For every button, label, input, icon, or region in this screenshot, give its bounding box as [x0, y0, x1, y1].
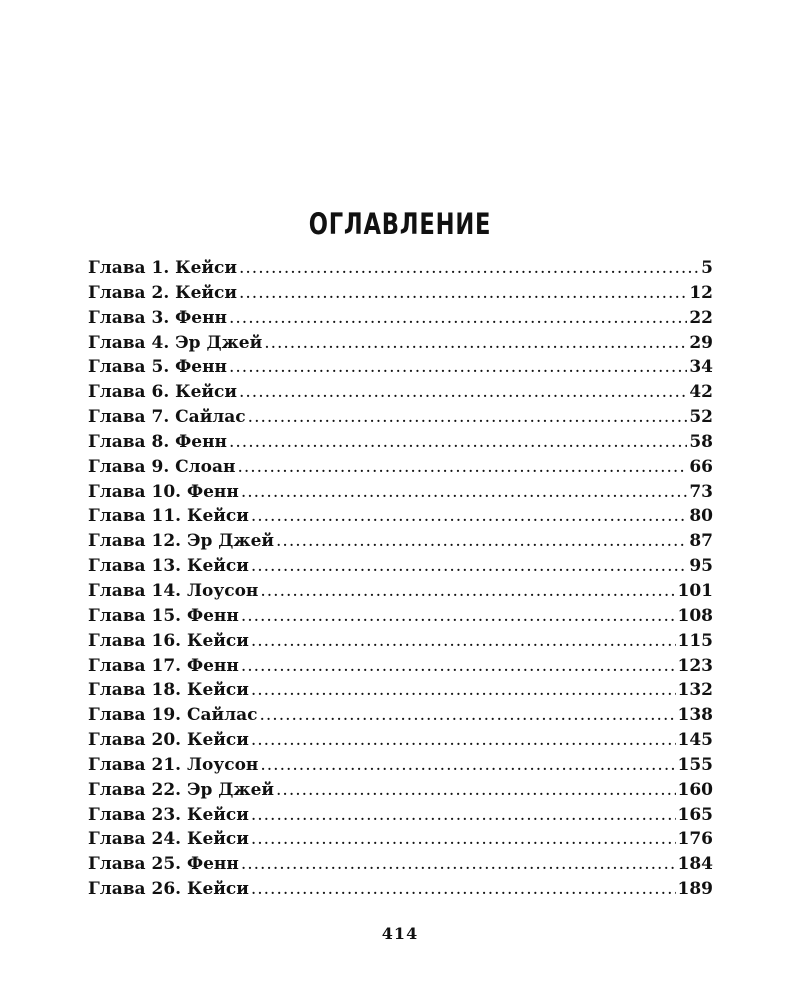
toc-entry-label: Глава 13. Кейси — [88, 556, 249, 577]
toc-entry — [88, 281, 713, 306]
toc-heading: ОГЛАВЛЕНИЕ — [308, 207, 492, 241]
toc-entry-page: 115 — [677, 630, 713, 651]
toc-entry — [88, 355, 713, 380]
toc-entry-page: 22 — [689, 307, 713, 328]
toc-dot-leader — [229, 355, 687, 380]
toc-entry — [88, 480, 713, 505]
toc-entry — [88, 654, 713, 679]
toc-dot-leader — [251, 554, 688, 579]
toc-entry — [88, 380, 713, 405]
toc-entry-page: 138 — [677, 705, 713, 726]
toc-entry-label: Глава 1. Кейси — [88, 258, 237, 278]
toc-entry — [88, 753, 713, 778]
toc-dot-leader — [248, 405, 688, 430]
toc-entry-label: Глава 21. Лоусон — [88, 754, 259, 775]
toc-entry-page: 184 — [677, 854, 713, 875]
toc-entry-page: 58 — [689, 431, 713, 452]
toc-entry-label: Глава 6. Кейси — [88, 382, 237, 403]
toc-entry-page: 5 — [701, 258, 713, 278]
toc-entry-page: 66 — [689, 456, 713, 477]
toc-entry-label: Глава 8. Фенн — [88, 431, 227, 452]
toc-entry-page: 80 — [689, 506, 713, 527]
toc-entry-page: 34 — [689, 357, 713, 378]
toc-entry-page: 123 — [677, 655, 713, 676]
toc-entry-label: Глава 14. Лоусон — [88, 580, 259, 601]
toc-entry-label: Глава 11. Кейси — [88, 506, 249, 527]
toc-dot-leader — [251, 803, 676, 828]
toc-entry-page: 189 — [677, 879, 713, 900]
toc-entry-page: 52 — [689, 407, 713, 428]
toc-entry-page: 108 — [677, 605, 713, 626]
toc-entry-label: Глава 7. Сайлас — [88, 407, 246, 428]
toc-entry-page: 145 — [677, 730, 713, 751]
page-number: 414 — [381, 924, 419, 943]
toc-entry — [88, 554, 713, 579]
toc-dot-leader — [251, 728, 676, 753]
toc-entry-label: Глава 19. Сайлас — [88, 705, 258, 726]
toc-dot-leader — [239, 380, 687, 405]
toc-entry-page: 87 — [689, 531, 713, 552]
toc-entry-page: 101 — [677, 580, 713, 601]
toc-entry — [88, 256, 713, 281]
toc-dot-leader — [241, 480, 688, 505]
toc-entry — [88, 703, 713, 728]
toc-entry — [88, 877, 713, 902]
toc-entry-page: 95 — [689, 556, 713, 577]
toc-entry — [88, 331, 713, 356]
toc-entry-label: Глава 16. Кейси — [88, 630, 249, 651]
toc-dot-leader — [251, 877, 676, 902]
toc-dot-leader — [276, 778, 675, 803]
toc-dot-leader — [237, 455, 687, 480]
toc-entry-page: 29 — [689, 332, 713, 353]
toc-entry — [88, 306, 713, 331]
toc-entry-page: 155 — [677, 754, 713, 775]
toc-entry-page: 132 — [677, 680, 713, 701]
toc-entry — [88, 604, 713, 629]
toc-entry — [88, 579, 713, 604]
toc-dot-leader — [229, 430, 687, 455]
toc-entry-label: Глава 15. Фенн — [88, 605, 239, 626]
toc-entry-page: 73 — [689, 481, 713, 502]
toc-entry — [88, 803, 713, 828]
toc-dot-leader — [251, 629, 676, 654]
toc-entry — [88, 778, 713, 803]
toc-dot-leader — [260, 579, 675, 604]
toc-dot-leader — [239, 256, 699, 281]
toc-dot-leader — [239, 281, 687, 306]
toc-dot-leader — [276, 529, 687, 554]
toc-entry — [88, 852, 713, 877]
toc-entry-page: 160 — [677, 779, 713, 800]
toc-entry-page: 165 — [677, 804, 713, 825]
toc-entry-label: Глава 9. Слоан — [88, 456, 236, 477]
toc-entry-label: Глава 18. Кейси — [88, 680, 249, 701]
toc-entry — [88, 455, 713, 480]
toc-entry-label: Глава 22. Эр Джей — [88, 779, 275, 800]
toc-entry — [88, 827, 713, 852]
toc-entry — [88, 728, 713, 753]
toc-entry-label: Глава 26. Кейси — [88, 879, 249, 900]
toc-list — [88, 256, 713, 902]
toc-dot-leader — [241, 852, 676, 877]
toc-entry-label: Глава 5. Фенн — [88, 357, 227, 378]
toc-entry-label: Глава 20. Кейси — [88, 730, 249, 751]
toc-dot-leader — [260, 703, 676, 728]
toc-entry — [88, 629, 713, 654]
toc-entry-page: 42 — [689, 382, 713, 403]
toc-dot-leader — [264, 331, 687, 356]
toc-entry — [88, 678, 713, 703]
toc-entry — [88, 529, 713, 554]
toc-dot-leader — [241, 604, 676, 629]
toc-dot-leader — [251, 504, 688, 529]
toc-entry-label: Глава 2. Кейси — [88, 282, 237, 303]
toc-entry — [88, 430, 713, 455]
toc-entry-label: Глава 25. Фенн — [88, 854, 239, 875]
toc-entry-page: 12 — [689, 282, 713, 303]
toc-entry-label: Глава 23. Кейси — [88, 804, 249, 825]
toc-dot-leader — [241, 654, 676, 679]
toc-dot-leader — [251, 827, 676, 852]
toc-entry-label: Глава 3. Фенн — [88, 307, 227, 328]
toc-entry-label: Глава 24. Кейси — [88, 829, 249, 850]
toc-entry — [88, 405, 713, 430]
toc-entry — [88, 504, 713, 529]
toc-entry-label: Глава 4. Эр Джей — [88, 332, 263, 353]
toc-dot-leader — [229, 306, 687, 331]
toc-entry-label: Глава 17. Фенн — [88, 655, 239, 676]
toc-dot-leader — [251, 678, 676, 703]
toc-entry-label: Глава 12. Эр Джей — [88, 531, 275, 552]
toc-entry-label: Глава 10. Фенн — [88, 481, 239, 502]
toc-entry-page: 176 — [677, 829, 713, 850]
toc-dot-leader — [260, 753, 675, 778]
